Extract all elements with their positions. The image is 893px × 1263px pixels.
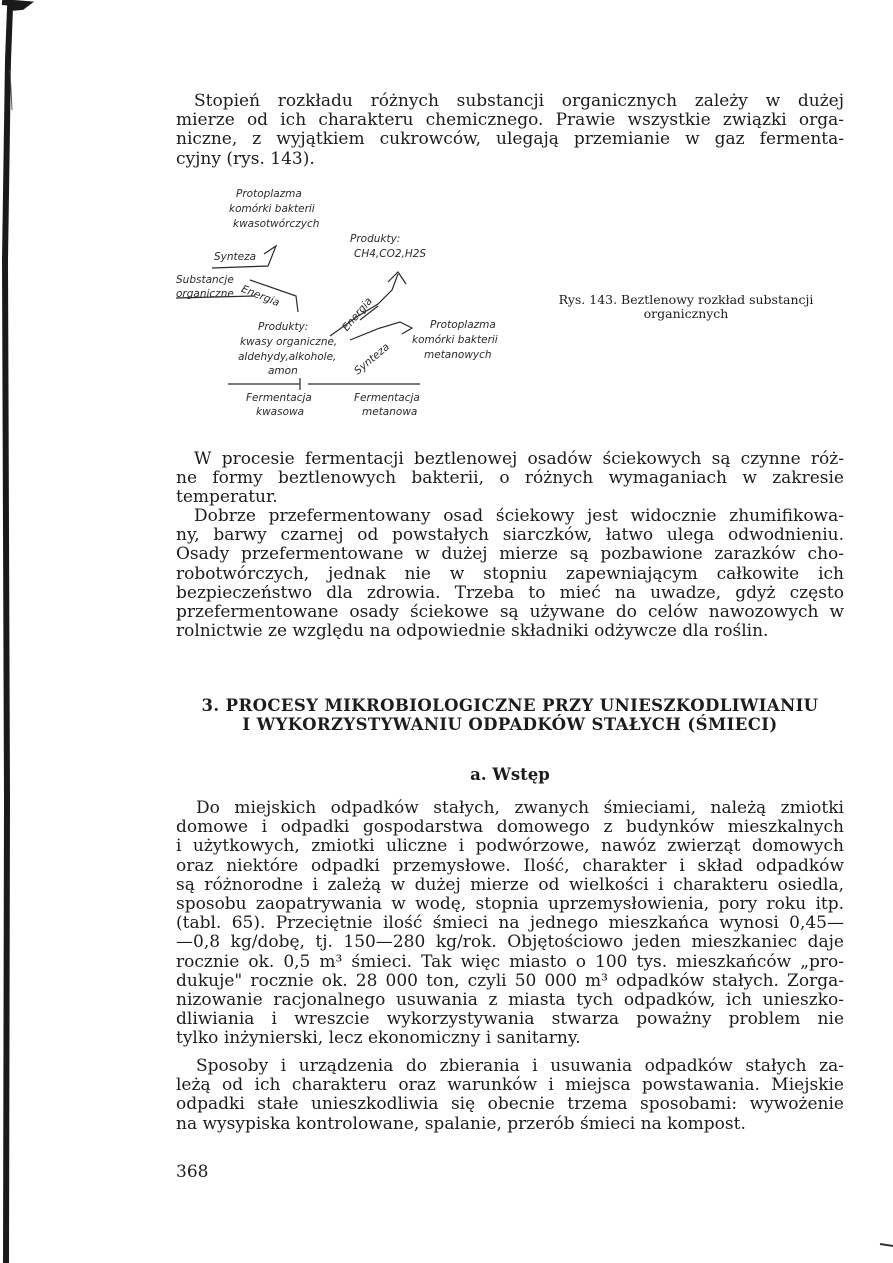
text-line: niczne, z wyjątkiem cukrowców, ulegają przemianie w gaz fermenta- [176,129,844,150]
section-title [170,696,850,734]
label-energy: Energia [340,295,375,334]
label-stage-acid: kwasowa [256,406,305,418]
text-line: rocznie ok. 0,5 m³ śmieci. Tak więc miasto o 100 tys. mieszkańców „pro- [176,951,844,972]
text-line: dliwiania i wreszcie wykorzystywania stwarza poważny problem nie [176,1009,844,1030]
label-products-acid: aldehydy,alkohole, [238,351,337,363]
text-line: W procesie fermentacji beztlenowej osadów ściekowych są czynne róż- [194,449,844,469]
text-line: tylko inżynierski, lecz ekonomiczny i sanitarny. [176,1028,581,1049]
text-line: Do miejskich odpadków stałych, zwanych śmieciami, należą zmiotki [196,798,844,818]
text-line: (tabl. 65). Przeciętnie ilość śmieci na jednego mieszkańca wynosi 0,45— [176,913,844,934]
text-line: bezpieczeństwo dla zdrowia. Trzeba to mieć na uwadze, gdyż często [176,582,844,603]
synthesis-arrow-2 [350,322,412,340]
paragraph-fermentation [176,450,844,508]
section-title-line: 3. PROCESY MIKROBIOLOGICZNE PRZY UNIESZKODLIWIANIU [201,696,819,715]
page-number: 368 [176,1162,209,1182]
text-line: robotwórczych, jednak nie w stopniu zapewniającym całkowite ich [176,563,844,584]
label-protoplasm-methane: metanowych [424,349,492,361]
label-protoplasm-acid: kwasotwórczych [233,218,320,230]
figure-arrows [0,0,893,430]
text-line: są różnorodne i zależą w dużej mierze od wielkości i charakteru osiedla, [176,874,844,895]
label-stage-acid: Fermentacja [246,392,312,404]
paragraph-solid-waste [176,799,844,1049]
caption-line: Rys. 143. Beztlenowy rozkład substancji [558,292,814,307]
text-line: Stopień rozkładu różnych substancji organicznych zależy w dużej [194,91,844,111]
text-line: —0,8 kg/dobę, tj. 150—280 kg/rok. Objętościowo jeden mieszkaniec daje [176,932,844,953]
label-protoplasm-methane: Protoplazma [430,319,496,331]
section-title-line: I WYKORZYSTYWANIU ODPADKÓW STAŁYCH (ŚMIECI) [242,715,778,734]
text-line: oraz niektóre odpadki przemysłowe. Ilość, charakter i skład odpadków [176,855,844,876]
text-line: przefermentowane osady ściekowe są używane do celów nawozowych w [176,602,844,623]
label-synthesis: Synteza [352,340,392,378]
paragraph-disposal-methods [176,1057,844,1134]
text-line: cyjny (rys. 143). [176,148,315,169]
label-products-acid: kwasy organiczne, [240,336,338,348]
text-line: sposobu zaopatrywania w wodę, stopnia uprzemysłowienia, pory roku itp. [176,894,844,915]
text-line: i użytkowych, zmiotki uliczne i podwórzowe, nawóz zwierząt domowych [176,836,844,857]
figure-caption [528,293,844,321]
text-line: mierze od ich charakteru chemicznego. Prawie wszystkie związki orga- [176,110,844,131]
label-substrate: Substancje [176,274,234,286]
subsection-title: a. Wstęp [470,765,550,784]
label-substrate: organiczne [176,288,234,300]
text-line: leżą od ich charakteru oraz warunków i miejsca powstawania. Miejskie [176,1075,844,1096]
label-products-acid: Produkty: [258,321,309,333]
text-line: ne formy beztlenowych bakterii, o różnych wymaganiach w zakresie [176,468,844,489]
text-line: ny, barwy czarnej od powstałych siarczków, łatwo ulega odwodnieniu. [176,525,844,546]
paragraph-sludge [176,507,844,641]
caption-line: organicznych [643,306,729,321]
label-protoplasm-acid: komórki bakterii [229,203,315,215]
text-line: nizowanie racjonalnego usuwania z miasta tych odpadków, ich unieszko- [176,990,844,1011]
text-line: domowe i odpadki gospodarstwa domowego z budynków mieszkalnych [176,817,844,838]
label-products-gas: Produkty: [350,233,401,245]
label-products-gas: CH4,CO2,H2S [354,248,427,260]
label-stage-methane: Fermentacja [354,392,420,404]
label-protoplasm-methane: komórki bakterii [412,334,498,346]
text-line: na wysypiska kontrolowane, spalanie, przerób śmieci na kompost. [176,1113,746,1134]
label-synthesis: Synteza [214,251,257,263]
label-protoplasm-acid: Protoplazma [236,188,302,200]
text-line: odpadki stałe unieszkodliwia się obecnie trzema sposobami: wywożenie [176,1094,844,1115]
text-line: temperatur. [176,487,278,508]
label-stage-methane: metanowa [362,406,418,418]
text-line: Osady przefermentowane w dużej mierze są pozbawione zarazków cho- [176,544,844,565]
text-line: Dobrze przefermentowany osad ściekowy jest widocznie zhumifikowa- [194,506,844,526]
label-products-acid: amon [268,365,298,377]
text-line: rolnictwie ze względu na odpowiednie składniki odżywcze dla roślin. [176,621,769,642]
label-energy: Energia [239,283,282,310]
text-line: Sposoby i urządzenia do zbierania i usuwania odpadków stałych za- [196,1056,844,1076]
text-line: dukuje" rocznie ok. 28 000 ton, czyli 50 000 m³ odpadków stałych. Zorga- [176,970,844,991]
